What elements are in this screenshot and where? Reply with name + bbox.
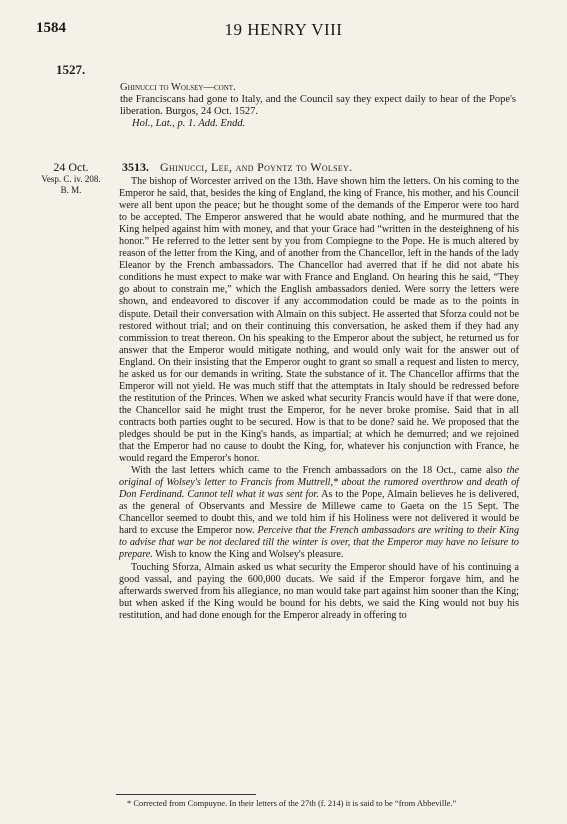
text-run: The bishop of Worcester arrived on the 13th. Have shown him the letters. On his coming to the Emperor he said, that, besides the king of England, the king of France, his mother, and his Council were all bent upon the peace; but he thought some of the demands of the Emperor were too hard to be accepted. The Emperor answered that he would abate nothing, and he murmured that the King helped against him with money, and that your Grace had “written in the desteighneng of his honor.” He referred to the letter sent by you from Compiegne to the Pope. He is much altered by reason of the letter from the King, and of another from the Chancellor, left in the hands of the lady Eleanor by the French ambassadors. The Chancellor had averred that if he did not abate his conditions he must expect to make war with France and England. On hearing this he said, “They go about to constrain me,” which the English ambassadors denied. Were sorry the letters were shown, and endeavored to discover if any accommodation could be made as to the points in dispute. Detail their conversation with Almain on this subject. He asserted that Sforza could not be restored without trial; and on their continuing this conversation, he asked them if they had any commission to treat thereon. On his speaking to the Emperor about the subject, he returned us for answer that the Emperor would mitigate nothing, and would only wait for the answer out of England. On their insisting that the Emperor ought to grant so small a request and listen to mercy, he asked us for our demands in writing. State the substance of it. The Chancellor affirms that the Emperor will not yield. He was much stiff that the attemptats in Italy should be redressed before the restitution of the Princes. When we asked what security Francis would have if that were done, the Chancellor said he might trust the Emperor, for he never broke promise. Said that in all contracts both parties ought to be secured. How is that to be done? said he. We proposed that the pledges should be put in the King's hands, as impartial; at which he demurred; and we rejoined that the Emperor had no cause to doubt the King, for, whatever his conjunction with France, he would regard the Emperor's honor.	[119, 176, 519, 465]
italic-passage: the original of Wolsey's letter to Francis from Muttrell,* about the rumored overthrow and death of Don Ferdinand. Cannot tell what it was sent for.	[119, 465, 519, 501]
text-run: As to the Pope, Almain believes he is delivered, as the general of Observants and Messire de Millewe came to Gaeta on the 15 Sept. The Chancellor seemed to doubt this, and we told him if his Holiness were not delivered it would be hard to excuse the Emperor now.	[119, 489, 519, 537]
continuation-source: Hol., Lat., p. 1. Add. Endd.	[132, 118, 246, 129]
continuation-heading: Ghinucci to Wolsey—cont.	[120, 82, 236, 93]
italic-passage: Perceive that the French ambassadors are writing to their King to advise that war be not declared till the winter is over, that the Emperor may have no leisure to prepare.	[119, 525, 520, 561]
entry-body	[119, 176, 519, 622]
text-run: Touching Sforza, Almain asked us what security the Emperor should have of his continuing a good vassal, and paying the 600,000 ducats. We said if the Emperor forgave him, and he afterwards swerved from his allegiance, no man would take part against him sooner than the King; but when asked if the King would be bound for his debts, we said the King would not buy his restitution, and had done enough for the Emperor already in offering to	[119, 561, 519, 621]
body-paragraph	[119, 562, 519, 622]
text-run: Wish to know the King and Wolsey's pleasure.	[152, 549, 344, 561]
entry-date: 24 Oct.	[53, 160, 89, 174]
body-paragraph	[119, 465, 519, 561]
body-paragraph	[119, 176, 519, 465]
running-title: 19 HENRY VIII	[224, 20, 343, 39]
page-number: 1584	[36, 20, 66, 36]
entry-reference: Vesp. C. iv. 208. B. M.	[41, 174, 101, 195]
footnote-rule	[116, 794, 256, 795]
page-header	[36, 20, 531, 42]
text-run: With the last letters which came to the French ambassadors on the 18 Oct., came also	[131, 465, 507, 477]
entry-heading	[122, 160, 518, 175]
year-marker: 1527.	[56, 62, 86, 77]
continuation-text: the Franciscans had gone to Italy, and the Council say they expect daily to hear of the Pope's liberation. Burgos, 24 Oct. 1527.	[120, 94, 516, 117]
footnote	[119, 798, 519, 808]
footnote-text: * Corrected from Compuyne. In their letters of the 27th (f. 214) it is said to be “from Abbeville.”	[127, 798, 457, 808]
continuation-block	[120, 82, 516, 130]
entry-title: Ghinucci, Lee, and Poyntz to Wolsey.	[160, 160, 353, 174]
entry-number: 3513.	[122, 160, 149, 174]
